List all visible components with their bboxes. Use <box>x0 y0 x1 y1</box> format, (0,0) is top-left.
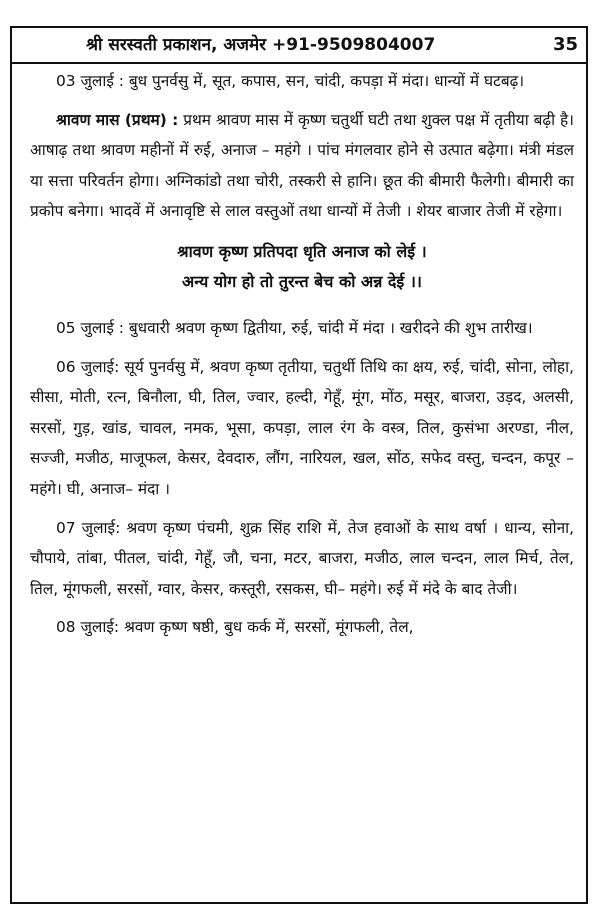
paragraph-july-06: 06 जुलाई: सूर्य पुनर्वसु में, श्रवण कृष्ण तृतीया, चतुर्थी तिथि का क्षय, रुई, चांदी, सोना, लोहा, सीसा, मोती, रत्न, बिनौला, घी, तिल, ज्वार, हल्दी, गेहूँ, मूंग, मोंठ, मसूर, बाजरा, उड़द, अलसी, सरसों, गुड़, खांड, चावल, नमक, भूसा, कपड़ा, लाल रंग के वस्त्र, तिल, कुसंभा अरण्डा, नील, सज्जी, मजीठ, माजूफल, केसर, देवदारु, लौंग, नारियल, खल, सोंठ, सफेद वस्तु, चन्दन, कपूर – महंगे। घी, अनाज– मंदा । <box>30 357 574 498</box>
paragraph-shravan-month <box>30 105 574 227</box>
verse-block <box>30 237 574 297</box>
verse-line-2: अन्य योग हो तो तुरन्त बेच को अन्न देई ।। <box>182 271 422 291</box>
paragraph-july-03: 03 जुलाई : बुध पुनर्वसु में, सूत, कपास, सन, चांदी, कपड़ा में मंदा। धान्यों में घटबढ़। <box>56 72 525 90</box>
publisher-name: श्री सरस्वती प्रकाशन, अजमेर <box>86 35 267 55</box>
page-header <box>12 28 586 64</box>
paragraph-july-05: 05 जुलाई : बुधवारी श्रवण कृष्ण द्वितीया, रुई, चांदी में मंदा । खरीदने की शुभ तारीख। <box>56 318 533 337</box>
shravan-heading: श्रावण मास (प्रथम) : <box>56 110 179 129</box>
header-text <box>86 28 435 62</box>
publisher-phone: +91-9509804007 <box>272 35 436 55</box>
page-content <box>30 66 574 651</box>
paragraph-july-07: 07 जुलाई: श्रवण कृष्ण पंचमी, शुक्र सिंह राशि में, तेज हवाओं के साथ वर्षा । धान्य, सोना, चौपाये, तांबा, पीतल, चांदी, गेहूँ, जौ, चना, मटर, बाजरा, मजीठ, लाल चन्दन, लाल मिर्च, तेल, तिल, मूंगफली, सरसों, ग्वार, केसर, कस्तूरी, रसकस, घी– महंगे। रुई में मंदे के बाद तेजी। <box>30 518 574 598</box>
paragraph-july-08: 08 जुलाई: श्रवण कृष्ण षष्ठी, बुध कर्क में, सरसों, मूंगफली, तेल, <box>56 618 414 637</box>
page-number: 35 <box>552 34 578 55</box>
verse-line-1: श्रावण कृष्ण प्रतिपदा धृति अनाज को लेई । <box>177 241 427 261</box>
shravan-description: प्रथम श्रावण मास में कृष्ण चतुर्थी घटी तथा शुक्ल पक्ष में तृतीया बढ़ी है। आषाढ़ तथा श्रावण महीनों में रुई, अनाज – महंगे । पांच मंगलवार होने से उत्पात बढ़ेगा। मंत्री मंडल या सत्ता परिवर्तन होगा। अग्निकांडो तथा चोरी, तस्करी से हानि। छूत की बीमारी फैलेगी। बीमारी का प्रकोप बनेगा। भादवें में अनावृष्टि से लाल वस्तुओं तथा धान्यों में तेजी । शेयर बाजार तेजी में रहेगा। <box>30 110 574 221</box>
book-page <box>10 26 588 904</box>
